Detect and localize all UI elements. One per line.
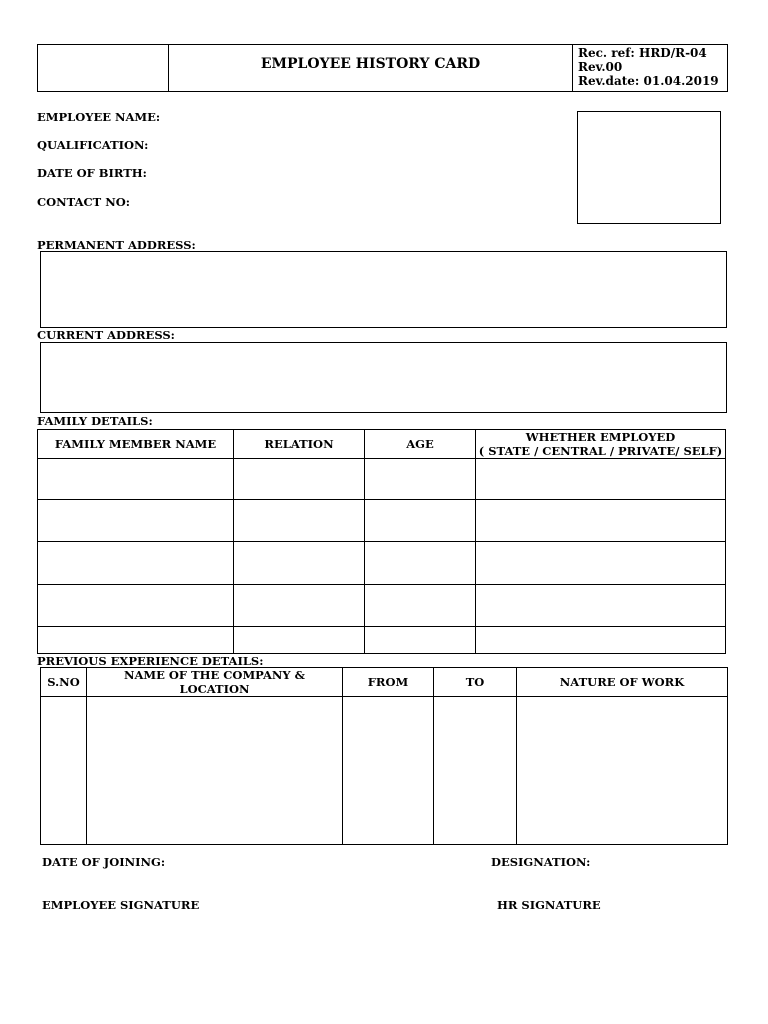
- table-row: [38, 459, 726, 500]
- previous-experience-table: [40, 667, 728, 845]
- employee-name-label: EMPLOYEE NAME:: [37, 110, 161, 124]
- rec-ref: Rec. ref: HRD/R-04: [578, 46, 707, 60]
- table-row: [38, 627, 726, 654]
- col-whether-employed: [476, 430, 726, 459]
- table-cell[interactable]: [41, 697, 87, 845]
- experience-table-header: [41, 668, 728, 697]
- table-cell[interactable]: [87, 697, 343, 845]
- table-cell[interactable]: [38, 500, 234, 542]
- revision: Rev.00: [578, 60, 623, 74]
- table-cell[interactable]: [476, 585, 726, 627]
- table-cell[interactable]: [476, 500, 726, 542]
- table-cell[interactable]: [365, 542, 476, 585]
- family-details-table: [37, 429, 726, 654]
- col-nature-of-work: NATURE OF WORK: [517, 668, 728, 697]
- family-table-header: [38, 430, 726, 459]
- col-whether-employed-line2: ( STATE / CENTRAL / PRIVATE/ SELF): [478, 444, 723, 458]
- table-cell[interactable]: [234, 500, 365, 542]
- table-cell[interactable]: [476, 542, 726, 585]
- table-cell[interactable]: [517, 697, 728, 845]
- date-of-birth-label: DATE OF BIRTH:: [37, 166, 147, 180]
- permanent-address-label: PERMANENT ADDRESS:: [37, 238, 196, 252]
- table-cell[interactable]: [38, 585, 234, 627]
- table-row: [41, 697, 728, 845]
- table-row: [38, 500, 726, 542]
- designation-label: DESIGNATION:: [491, 855, 591, 869]
- col-to: TO: [434, 668, 517, 697]
- family-details-heading: FAMILY DETAILS:: [37, 414, 153, 428]
- table-cell[interactable]: [38, 627, 234, 654]
- table-cell[interactable]: [365, 627, 476, 654]
- date-of-joining-label: DATE OF JOINING:: [42, 855, 166, 869]
- photo-box[interactable]: [577, 111, 721, 224]
- table-cell[interactable]: [234, 542, 365, 585]
- table-cell[interactable]: [365, 459, 476, 500]
- col-sno: S.NO: [41, 668, 87, 697]
- table-cell[interactable]: [343, 697, 434, 845]
- contact-no-label: CONTACT NO:: [37, 195, 131, 209]
- previous-experience-heading: PREVIOUS EXPERIENCE DETAILS:: [37, 654, 264, 668]
- col-whether-employed-line1: WHETHER EMPLOYED: [525, 430, 676, 444]
- table-cell[interactable]: [38, 459, 234, 500]
- table-cell[interactable]: [365, 500, 476, 542]
- table-cell[interactable]: [434, 697, 517, 845]
- table-cell[interactable]: [234, 459, 365, 500]
- hr-signature-label: HR SIGNATURE: [497, 898, 601, 912]
- form-title: EMPLOYEE HISTORY CARD: [260, 56, 481, 72]
- table-cell[interactable]: [365, 585, 476, 627]
- table-cell[interactable]: [38, 542, 234, 585]
- col-age: AGE: [365, 430, 476, 459]
- col-from: FROM: [343, 668, 434, 697]
- current-address-label: CURRENT ADDRESS:: [37, 328, 175, 342]
- table-row: [38, 542, 726, 585]
- table-row: [38, 585, 726, 627]
- table-cell[interactable]: [476, 459, 726, 500]
- col-family-member-name: FAMILY MEMBER NAME: [38, 430, 234, 459]
- employee-signature-label: EMPLOYEE SIGNATURE: [42, 898, 200, 912]
- current-address-field[interactable]: [40, 342, 727, 413]
- table-cell[interactable]: [234, 627, 365, 654]
- table-cell[interactable]: [234, 585, 365, 627]
- revision-date: Rev.date: 01.04.2019: [578, 74, 719, 88]
- col-relation: RELATION: [234, 430, 365, 459]
- permanent-address-field[interactable]: [40, 251, 727, 328]
- table-cell[interactable]: [476, 627, 726, 654]
- header-ref-divider: [572, 44, 573, 92]
- qualification-label: QUALIFICATION:: [37, 138, 149, 152]
- col-company-location: NAME OF THE COMPANY & LOCATION: [87, 668, 343, 697]
